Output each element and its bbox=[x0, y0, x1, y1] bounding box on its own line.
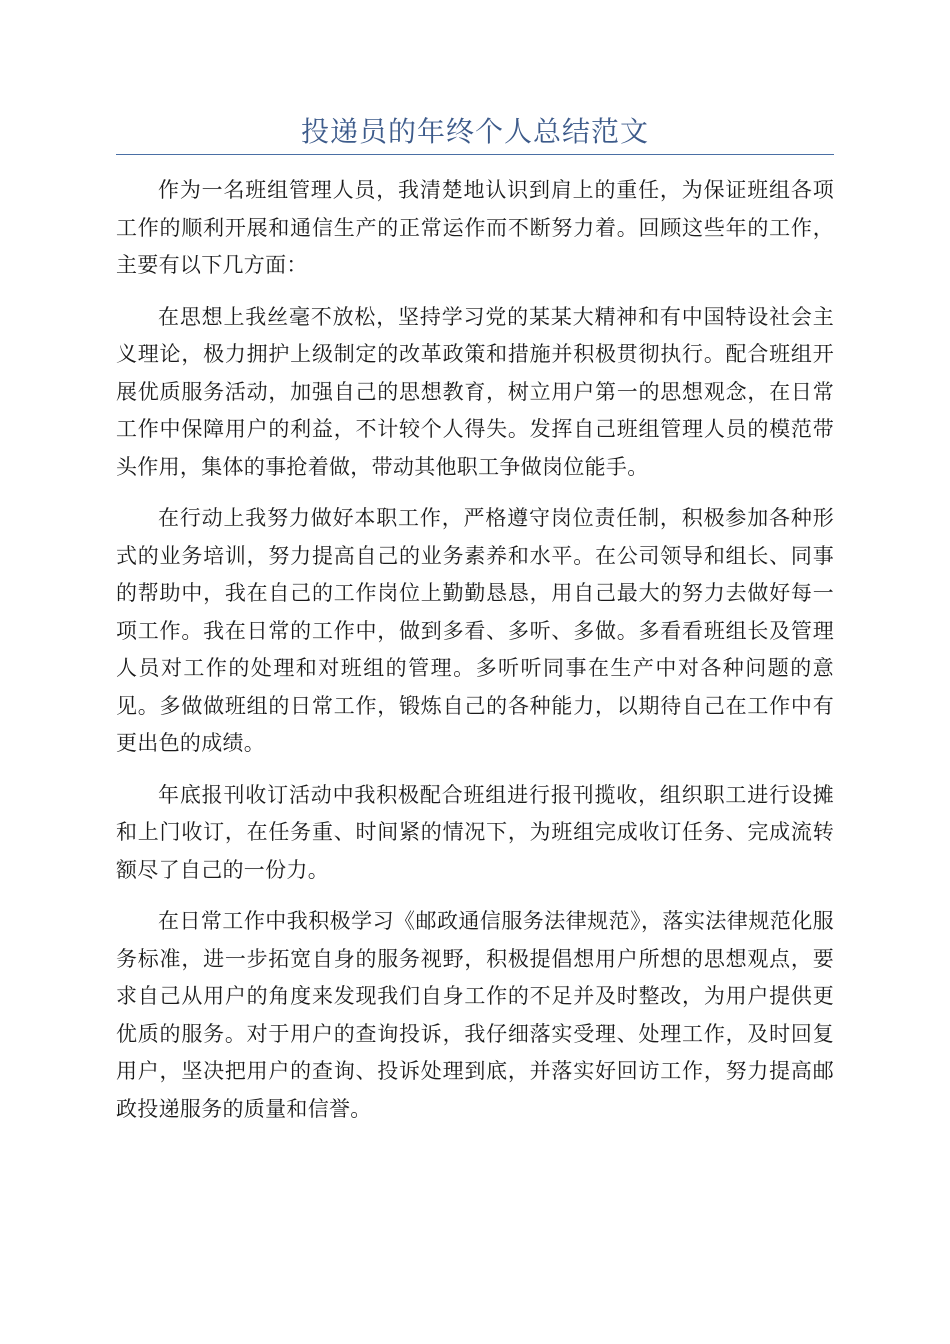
title-underline bbox=[116, 154, 834, 155]
paragraph-4: 年底报刊收订活动中我积极配合班组进行报刊揽收，组织职工进行设摊和上门收订，在任务重、时间紧的情况下，为班组完成收订任务、完成流转额尽了自己的一份力。 bbox=[116, 782, 834, 882]
paragraph-5: 在日常工作中我积极学习《邮政通信服务法律规范》，落实法律规范化服务标准，进一步拓宽自身的服务视野，积极提倡想用户所想的思想观点，要求自己从用户的角度来发现我们自身工作的不足并及时整改，为用户提供更优质的服务。对于用户的查询投诉，我仔细落实受理、处理工作，及时回复用户，坚决把用户的查询、投诉处理到底，并落实好回访工作，努力提高邮政投递服务的质量和信誉。 bbox=[116, 909, 834, 1121]
paragraph-3: 在行动上我努力做好本职工作，严格遵守岗位责任制，积极参加各种形式的业务培训，努力提高自己的业务素养和水平。在公司领导和组长、同事的帮助中，我在自己的工作岗位上勤勤恳恳，用自己最大的努力去做好每一项工作。我在日常的工作中，做到多看、多听、多做。多看看班组长及管理人员对工作的处理和对班组的管理。多听听同事在生产中对各种问题的意见。多做做班组的日常工作，锻炼自己的各种能力，以期待自己在工作中有更出色的成绩。 bbox=[116, 506, 834, 755]
paragraph-1: 作为一名班组管理人员，我清楚地认识到肩上的重任，为保证班组各项工作的顺利开展和通信生产的正常运作而不断努力着。回顾这些年的工作，主要有以下几方面： bbox=[116, 178, 834, 277]
document-title: 投递员的年终个人总结范文 bbox=[300, 115, 649, 148]
document-body bbox=[116, 172, 834, 1142]
paragraph-2: 在思想上我丝毫不放松，坚持学习党的某某大精神和有中国特设社会主义理论，极力拥护上级制定的改革政策和措施并积极贯彻执行。配合班组开展优质服务活动，加强自己的思想教育，树立用户第一的思想观念，在日常工作中保障用户的利益，不计较个人得失。发挥自己班组管理人员的模范带头作用，集体的事抢着做，带动其他职工争做岗位能手。 bbox=[116, 304, 834, 479]
